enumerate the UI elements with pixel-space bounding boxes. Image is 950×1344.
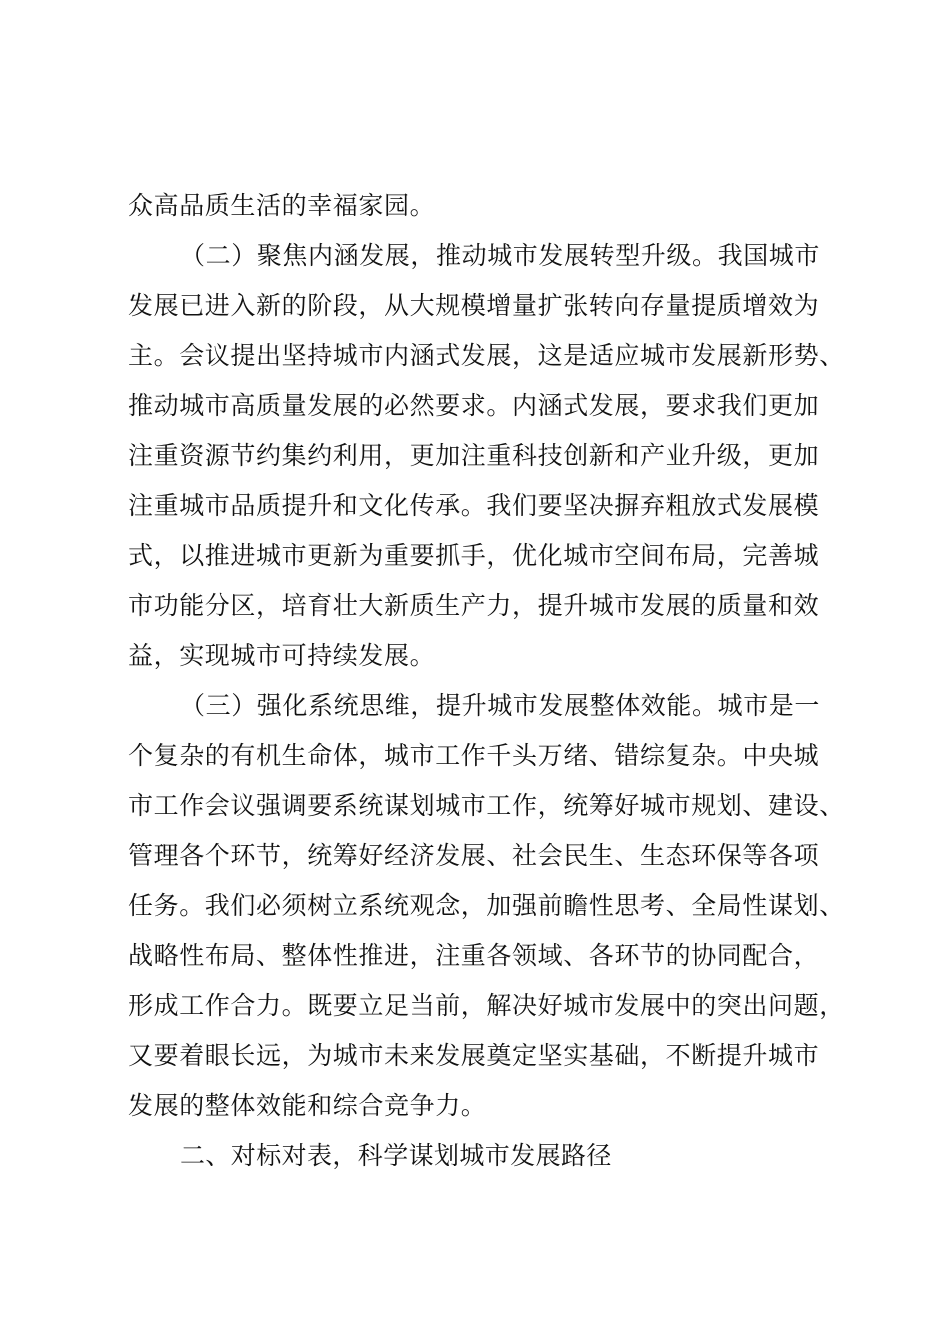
text-line: 推动城市高质量发展的必然要求。内涵式发展，要求我们更加	[128, 391, 820, 420]
text-line: 战略性布局、整体性推进，注重各领域、各环节的协同配合，	[128, 941, 820, 970]
text-line: 注重资源节约集约利用，更加注重科技创新和产业升级，更加	[128, 441, 820, 470]
text-line: 市工作会议强调要系统谋划城市工作，统筹好城市规划、建设、	[128, 791, 845, 820]
text-line: 益，实现城市可持续发展。	[128, 641, 436, 670]
text-line: 又要着眼长远，为城市未来发展奠定坚实基础，不断提升城市	[128, 1041, 820, 1070]
text-line: 形成工作合力。既要立足当前，解决好城市发展中的突出问题，	[128, 991, 845, 1020]
text-line: （三）强化系统思维，提升城市发展整体效能。城市是一	[180, 691, 821, 720]
text-line: 个复杂的有机生命体，城市工作千头万绪、错综复杂。中央城	[128, 741, 820, 770]
text-line: 式，以推进城市更新为重要抓手，优化城市空间布局，完善城	[128, 541, 820, 570]
text-line: 发展的整体效能和综合竞争力。	[128, 1091, 487, 1120]
text-line: 任务。我们必须树立系统观念，加强前瞻性思考、全局性谋划、	[128, 891, 845, 920]
text-line: 发展已进入新的阶段，从大规模增量扩张转向存量提质增效为	[128, 291, 820, 320]
text-line: （二）聚焦内涵发展，推动城市发展转型升级。我国城市	[180, 241, 821, 270]
text-line: 市功能分区，培育壮大新质生产力，提升城市发展的质量和效	[128, 591, 820, 620]
section-heading: 二、对标对表，科学谋划城市发展路径	[180, 1141, 612, 1170]
text-line: 主。会议提出坚持城市内涵式发展，这是适应城市发展新形势、	[128, 341, 845, 370]
text-line: 管理各个环节，统筹好经济发展、社会民生、生态环保等各项	[128, 841, 820, 870]
text-line: 众高品质生活的幸福家园。	[128, 191, 436, 220]
text-line: 注重城市品质提升和文化传承。我们要坚决摒弃粗放式发展模	[128, 491, 820, 520]
